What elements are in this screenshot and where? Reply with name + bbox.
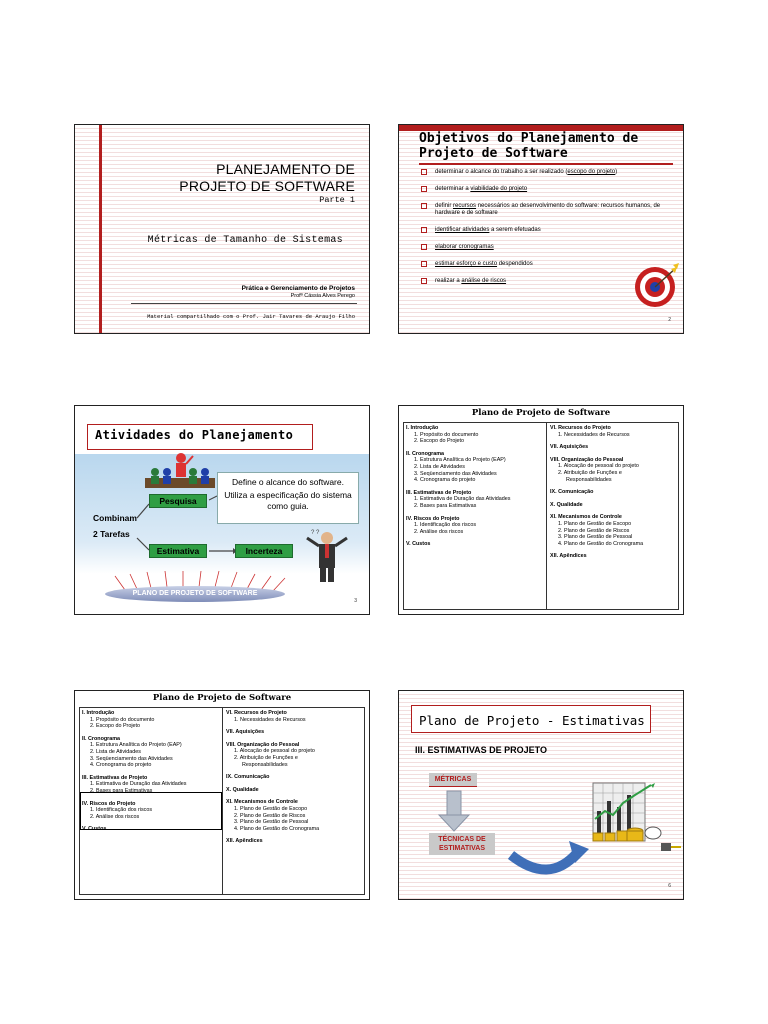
square-bullet-icon xyxy=(421,169,427,175)
section-heading: X. Qualidade xyxy=(226,786,259,793)
section-item: 2. Bases para Estimativas xyxy=(414,502,477,509)
section-item: 1. Propósito do documento xyxy=(414,431,479,438)
section-item: 1. Alocação de pessoal do projeto xyxy=(558,463,639,470)
metricas-box: MÉTRICAS xyxy=(429,773,477,787)
professor-name: Profª Cássia Alves Perego xyxy=(290,293,355,299)
section-item: 3. Seqüenciamento das Atividades xyxy=(414,470,497,477)
section-heading: XII. Apêndices xyxy=(550,553,587,560)
incerteza-box: Incerteza xyxy=(235,544,293,558)
objective-item xyxy=(421,244,681,251)
square-bullet-icon xyxy=(421,261,427,267)
curved-arrow-icon xyxy=(511,841,589,870)
objective-text: determinar a xyxy=(435,186,471,192)
section-item: 1. Estrutura Analítica do Projeto (EAP) xyxy=(90,742,182,749)
section-item: 1. Estrutura Analítica do Projeto (EAP) xyxy=(414,457,506,464)
section-heading: I. Introdução xyxy=(82,710,115,716)
objective-underlined: estimar esforço e custo xyxy=(435,261,498,267)
plano-title: Plano de Projeto de Software xyxy=(471,408,611,418)
section-item: 2. Lista de Atividades xyxy=(90,748,141,755)
section-item: 1. Plano de Gestão de Escopo xyxy=(234,805,308,812)
section-item: 1. Necessidades de Recursos xyxy=(558,431,630,438)
section-heading: VIII. Organização do Pessoal xyxy=(550,456,624,463)
plano-title: Plano de Projeto de Software xyxy=(152,693,292,703)
plano-table xyxy=(403,422,679,610)
combinam-text: Combinam xyxy=(93,513,137,523)
slide-plano-projeto-highlight xyxy=(74,690,370,900)
slide-estimativas xyxy=(398,690,684,900)
title-line-1: PLANEJAMENTO DE xyxy=(216,161,355,177)
objective-underlined: análise de riscos xyxy=(461,278,507,284)
section-item: 2. Atribuição de Funções e xyxy=(558,469,622,476)
tarefas-text: 2 Tarefas xyxy=(93,529,130,539)
slide-title xyxy=(74,124,370,334)
estimativas-diagram xyxy=(399,691,684,900)
section-item: 1. Plano de Gestão de Escopo xyxy=(558,520,632,527)
objective-item xyxy=(421,169,681,176)
keys-icon xyxy=(661,843,681,851)
section-item: 2. Plano de Gestão de Riscos xyxy=(558,527,630,534)
page-number: 3 xyxy=(354,598,357,604)
plano-left-column xyxy=(406,425,544,548)
plano-ellipse: PLANO DE PROJETO DE SOFTWARE xyxy=(105,586,285,602)
section-item: 1. Estimativa de Duração das Atividades xyxy=(90,781,187,788)
objective-text-suffix: despendidos xyxy=(497,261,533,267)
plano-right-column xyxy=(550,425,680,560)
section-heading: VII. Aquisições xyxy=(226,729,265,736)
objective-item xyxy=(421,186,681,193)
slide2-title xyxy=(419,131,638,161)
section-heading: X. Qualidade xyxy=(550,501,583,508)
meeting-people-icon xyxy=(145,453,215,488)
objective-underlined: elaborar cronogramas xyxy=(435,244,494,250)
section-item: 4. Plano de Gestão do Cronograma xyxy=(558,540,644,547)
highlight-estimativas-box xyxy=(80,792,222,830)
section-item: 2. Análise dos riscos xyxy=(90,813,140,820)
part-label: Parte 1 xyxy=(319,195,355,205)
objective-underlined: escopo do projeto xyxy=(567,169,616,175)
section-heading: IX. Comunicação xyxy=(550,489,594,496)
column-divider xyxy=(222,708,223,894)
square-bullet-icon xyxy=(421,278,427,284)
section-item: 1. Identificação dos riscos xyxy=(90,807,153,814)
section-item: 2. Plano de Gestão de Riscos xyxy=(234,812,306,819)
tecnicas-line-2: ESTIMATIVAS xyxy=(438,845,486,852)
section-heading: I. Introdução xyxy=(406,425,439,431)
tecnicas-line-1: TÉCNICAS DE xyxy=(438,836,486,843)
section-heading: III. Estimativas de Projeto xyxy=(82,774,148,781)
accent-vertical-bar xyxy=(99,125,102,333)
section-item: 3. Plano de Gestão de Pessoal xyxy=(234,819,309,826)
square-bullet-icon xyxy=(421,227,427,233)
course-name: Prática e Gerenciamento de Projetos xyxy=(241,285,355,292)
section-item: 2. Análise dos riscos xyxy=(414,528,464,535)
section-heading: XII. Apêndices xyxy=(226,838,263,845)
definition-box xyxy=(217,472,359,524)
section-heading: XI. Mecanismos de Controle xyxy=(550,514,622,521)
page-number: 2 xyxy=(668,317,671,323)
section-item: 4. Cronograma do projeto xyxy=(414,477,476,484)
objective-underlined: viabilidade do projeto xyxy=(470,186,528,192)
slide6-subtitle: III. ESTIMATIVAS DE PROJETO xyxy=(415,745,548,755)
column-divider xyxy=(546,423,547,609)
section-heading: VI. Recursos do Projeto xyxy=(550,425,611,431)
estimativa-box: Estimativa xyxy=(149,544,207,558)
objective-item xyxy=(421,227,681,234)
mouse-icon xyxy=(645,827,661,839)
objective-text: realizar a xyxy=(435,278,462,284)
section-item: 1. Estimativa de Duração das Atividades xyxy=(414,496,511,503)
section-item: 1. Alocação de pessoal do projeto xyxy=(234,748,315,755)
down-arrow-icon xyxy=(439,791,469,831)
slide1-title xyxy=(179,161,355,195)
objective-underlined: identificar atividades xyxy=(435,227,490,233)
slide-atividades xyxy=(74,405,370,615)
title-line-2: PROJETO DE SOFTWARE xyxy=(179,178,355,194)
section-heading: IX. Comunicação xyxy=(226,774,270,781)
objective-text: definir xyxy=(435,203,454,209)
section-heading: V. Custos xyxy=(406,541,431,548)
target-icon xyxy=(633,261,681,309)
section-item: 1. Necessidades de Recursos xyxy=(234,716,306,723)
section-item: 4. Cronograma do projeto xyxy=(90,762,152,769)
square-bullet-icon xyxy=(421,186,427,192)
section-item: 1. Identificação dos riscos xyxy=(414,522,477,529)
objective-text-suffix: ) xyxy=(615,169,618,175)
section-item: 1. Propósito do documento xyxy=(90,716,155,723)
slide3-title: Atividades do Planejamento xyxy=(95,428,294,442)
title-line-2: Projeto de Software xyxy=(419,146,568,161)
section-item: 2. Escopo do Projeto xyxy=(90,723,141,730)
section-item: 3. Seqüenciamento das Atividades xyxy=(90,755,173,762)
objective-item xyxy=(421,203,681,217)
objective-underlined: recursos xyxy=(453,203,477,209)
slide6-title: Plano de Projeto - Estimativas xyxy=(419,713,645,728)
plano-table xyxy=(79,707,365,895)
square-bullet-icon xyxy=(421,244,427,250)
section-item: 3. Plano de Gestão de Pessoal xyxy=(558,534,633,541)
section-item: Responsabilidades xyxy=(242,761,288,768)
tecnicas-box xyxy=(429,833,495,855)
section-heading: IV. Riscos do Projeto xyxy=(82,800,136,807)
objective-text: determinar o alcance do trabalho a ser realizado ( xyxy=(435,169,568,175)
divider xyxy=(131,303,357,304)
plano-right-column xyxy=(226,710,362,845)
slide-objetivos xyxy=(398,124,684,334)
objective-text-suffix: a serem efetuadas xyxy=(489,227,541,233)
section-heading: VIII. Organização do Pessoal xyxy=(226,741,300,748)
section-item: 2. Escopo do Projeto xyxy=(414,438,465,445)
title-underline xyxy=(419,163,673,165)
objective-text-suffix: necessários ao desenvolvimento do software: recursos humanos, de hardware e de software xyxy=(435,203,661,216)
businessman-icon xyxy=(307,530,347,582)
pesquisa-box: Pesquisa xyxy=(149,494,207,508)
svg-text:? ?: ? ? xyxy=(311,530,320,536)
page-number: 6 xyxy=(668,883,671,889)
section-item: 2. Atribuição de Funções e xyxy=(234,754,298,761)
section-heading: V. Custos xyxy=(82,826,107,833)
define-text: Define o alcance do software. xyxy=(232,477,344,487)
square-bullet-icon xyxy=(421,203,427,209)
section-item: 4. Plano de Gestão do Cronograma xyxy=(234,825,320,832)
section-heading: VI. Recursos do Projeto xyxy=(226,710,287,716)
section-item: Responsabilidades xyxy=(566,476,612,483)
title-line-1: Objetivos do Planejamento de xyxy=(419,131,639,146)
combinam-label xyxy=(93,510,137,542)
section-heading: XI. Mecanismos de Controle xyxy=(226,799,298,806)
section-item: 2. Lista de Atividades xyxy=(414,463,465,470)
utiliza-text: Utiliza a especificação do sistema como guia. xyxy=(224,490,352,511)
section-heading: II. Cronograma xyxy=(82,735,121,742)
section-heading: III. Estimativas de Projeto xyxy=(406,489,472,496)
slide-plano-projeto xyxy=(398,405,684,615)
slide1-subtitle: Métricas de Tamanho de Sistemas xyxy=(147,235,343,246)
section-heading: VII. Aquisições xyxy=(550,444,589,451)
section-heading: IV. Riscos do Projeto xyxy=(406,515,460,522)
section-item: 2. Bases para Estimativas xyxy=(90,787,153,794)
section-heading: II. Cronograma xyxy=(406,450,445,457)
material-credit: Material compartilhado com o Prof. Jair Tavares de Araujo Filho xyxy=(147,313,355,320)
